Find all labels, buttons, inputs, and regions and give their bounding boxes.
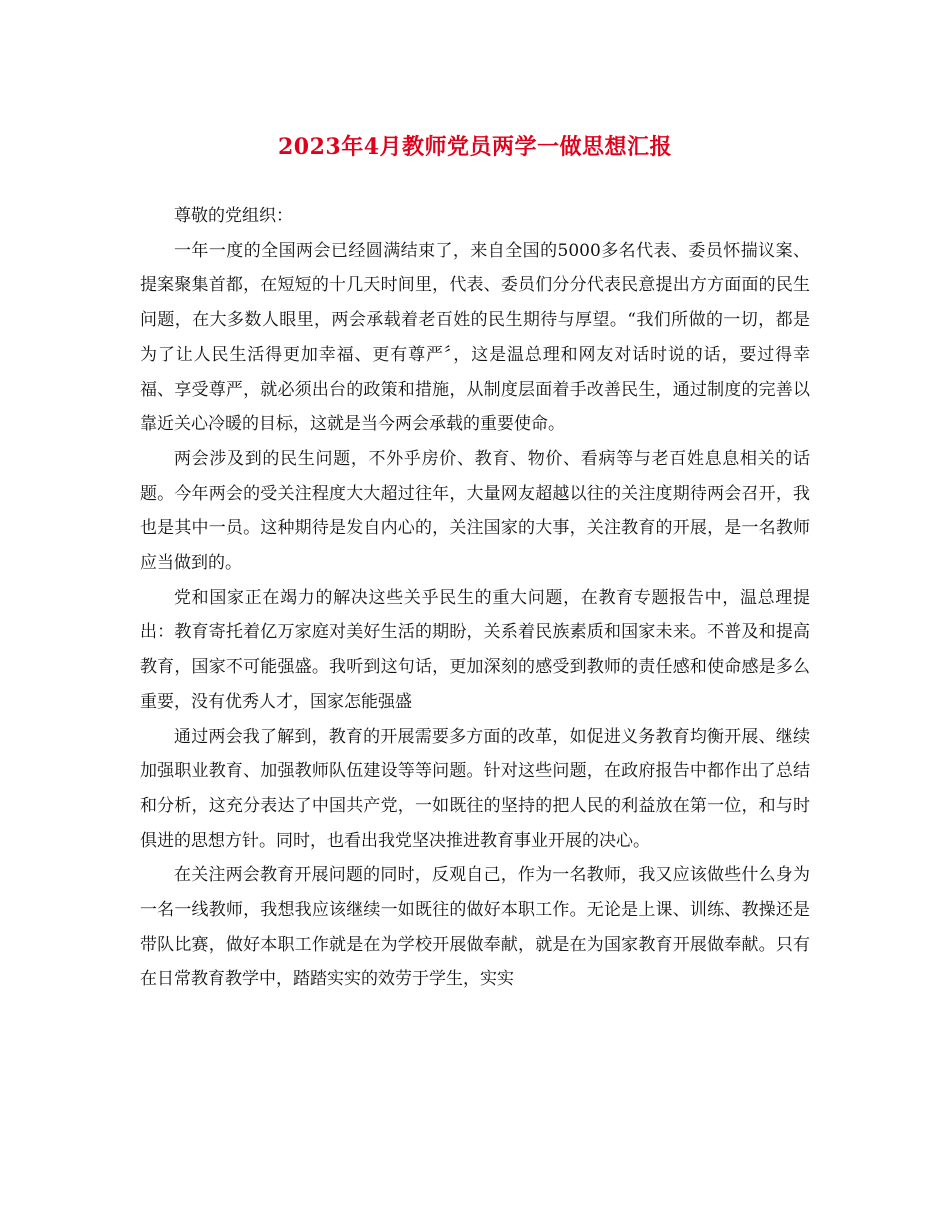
paragraph-2: 两会涉及到的民生问题，不外乎房价、教育、物价、看病等与老百姓息息相关的话题。今年两会的受关注程度大大超过往年，大量网友超越以往的关注度期待两会召开，我也是其中一员。这种期待是发自内心的，关注国家的大事，关注教育的开展，是一名教师应当做到的。 <box>140 448 810 574</box>
paragraph-1: 一年一度的全国两会已经圆满结束了，来自全国的5000多名代表、委员怀揣议案、提案聚集首都，在短短的十几天时间里，代表、委员们分分代表民意提出方方面面的民生问题，在大多数人眼里，两会承载着老百姓的民生期待与厚望。“我们所做的一切，都是为了让人民生活得更加幸福、更有尊严〞，这是温总理和网友对话时说的话，要过得幸福、享受尊严，就必须出台的政策和措施，从制度层面着手改善民生，通过制度的完善以靠近关心冷暖的目标，这就是当今两会承载的重要使命。 <box>140 240 810 435</box>
document-body <box>140 199 810 997</box>
paragraph-3: 党和国家正在竭力的解决这些关乎民生的重大问题，在教育专题报告中，温总理提出：教育寄托着亿万家庭对美好生活的期盼，关系着民族素质和国家未来。不普及和提高教育，国家不可能强盛。我听到这句话，更加深刻的感受到教师的责任感和使命感是多么重要，没有优秀人才，国家怎能强盛 <box>140 587 810 712</box>
document-title: 2023年4月教师党员两学一做思想汇报 <box>277 134 673 160</box>
salutation: 尊敬的党组织： <box>174 206 293 226</box>
paragraph-5: 在关注两会教育开展问题的同时，反观自己，作为一名教师，我又应该做些什么身为一名一线教师，我想我应该继续一如既往的做好本职工作。无论是上课、训练、教操还是带队比赛，做好本职工作就是在为学校开展做奉献，就是在为国家教育开展做奉献。只有在日常教育教学中，踏踏实实的效劳于学生，实实 <box>140 865 810 990</box>
paragraph-4: 通过两会我了解到，教育的开展需要多方面的改革，如促进义务教育均衡开展、继续加强职业教育、加强教师队伍建设等等问题。针对这些问题，在政府报告中都作出了总结和分析，这充分表达了中国共产党，一如既往的坚持的把人民的利益放在第一位，和与时俱进的思想方针。同时，也看出我党坚决推进教育事业开展的决心。 <box>140 726 810 851</box>
